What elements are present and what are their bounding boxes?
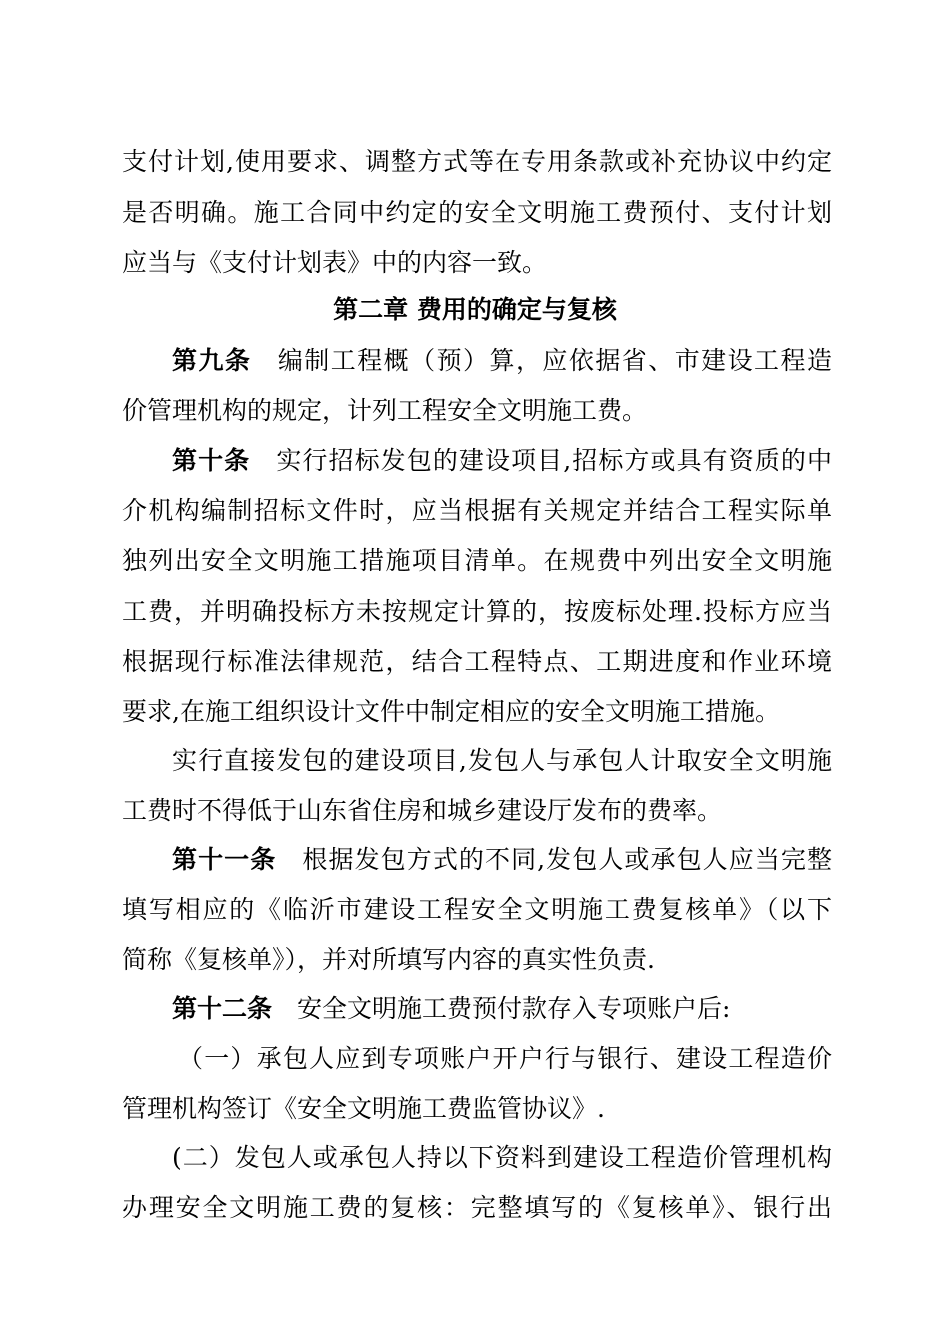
article-10-para-2-first-line: 实行直接发包的建设项目,发包人与承包人计取安全文明施 xyxy=(172,746,832,775)
intro-line-3: 应当与《支付计划表》中的内容一致。 xyxy=(122,248,548,277)
article-9-text: 编制工程概（预）算，应依据省、市建设工程造 xyxy=(277,346,832,375)
intro-line-2: 是否明确。施工合同中约定的安全文明施工费预付、支付计划 xyxy=(122,198,832,227)
article-10-label: 第十条 xyxy=(172,446,251,475)
article-12-text: 安全文明施工费预付款存入专项账户后: xyxy=(297,994,731,1023)
article-11-text: 根据发包方式的不同,发包人或承包人应当完整 xyxy=(302,845,832,874)
article-10-first-line xyxy=(172,444,832,478)
chapter-title: 第二章 费用的确定与复核 xyxy=(333,295,617,324)
item-1-first-line: （一）承包人应到专项账户开户行与银行、建设工程造价 xyxy=(178,1044,832,1073)
item-2-line-2: 办理安全文明施工费的复核：完整填写的《复核单》、银行出 xyxy=(122,1193,832,1222)
article-11-line-2: 填写相应的《临沂市建设工程安全文明施工费复核单》（以下 xyxy=(122,895,832,924)
article-10-line-3: 独列出安全文明施工措施项目清单。在规费中列出安全文明施 xyxy=(122,546,832,575)
article-10-text: 实行招标发包的建设项目,招标方或具有资质的中 xyxy=(276,446,832,475)
article-10-para-2-line-2: 工费时不得低于山东省住房和城乡建设厅发布的费率。 xyxy=(122,796,723,825)
item-1-line-2: 管理机构签订《安全文明施工费监管协议》. xyxy=(122,1094,605,1123)
article-12-label: 第十二条 xyxy=(172,994,273,1023)
intro-line-1: 支付计划,使用要求、调整方式等在专用条款或补充协议中约定 xyxy=(122,147,832,176)
article-10-line-5: 根据现行标准法律规范，结合工程特点、工期进度和作业环境 xyxy=(122,647,832,676)
article-11-first-line xyxy=(172,843,832,877)
article-11-line-3: 简称《复核单》），并对所填写内容的真实性负责. xyxy=(122,945,655,974)
article-9-label: 第九条 xyxy=(172,346,252,375)
article-10-line-4: 工费，并明确投标方未按规定计算的，按废标处理.投标方应当 xyxy=(122,597,832,626)
item-2-first-line: (二）发包人或承包人持以下资料到建设工程造价管理机构 xyxy=(172,1143,832,1172)
article-10-line-2: 介机构编制招标文件时，应当根据有关规定并结合工程实际单 xyxy=(122,496,832,525)
article-11-label: 第十一条 xyxy=(172,845,277,874)
article-10-line-6: 要求,在施工组织设计文件中制定相应的安全文明施工措施。 xyxy=(122,697,780,726)
article-12-first-line xyxy=(172,992,832,1026)
article-9-first-line xyxy=(172,344,832,378)
article-9-line-2: 价管理机构的规定，计列工程安全文明施工费。 xyxy=(122,396,648,425)
